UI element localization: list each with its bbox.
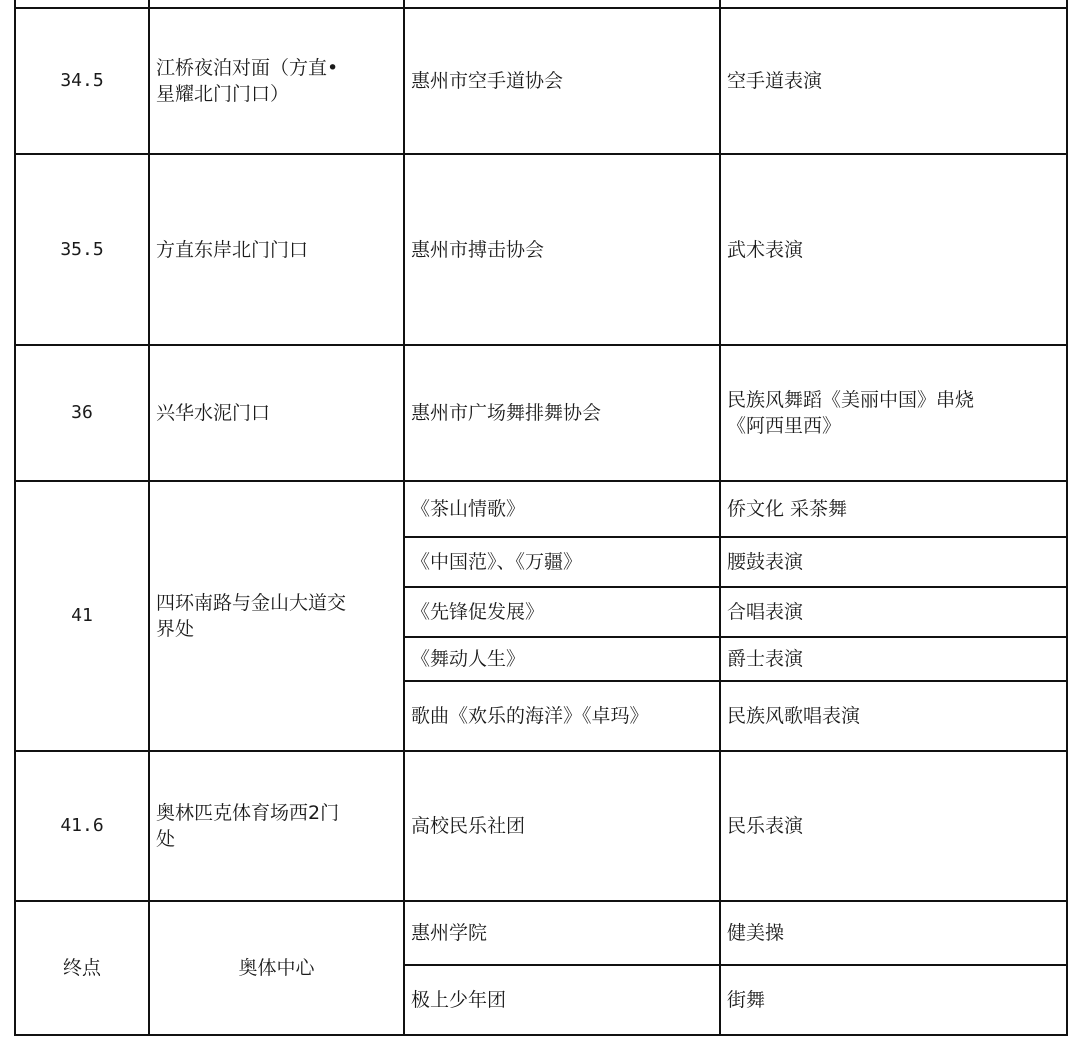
organization-cell: 惠州市空手道协会	[404, 8, 720, 154]
organization-cell: 惠州市搏击协会	[404, 154, 720, 345]
organization-cell: 歌曲《欢乐的海洋》《卓玛》	[404, 681, 720, 751]
program-cell: 健美操	[720, 901, 1067, 965]
location-cell: 奥林匹克体育场西2门处	[149, 751, 404, 901]
organization-cell: 极上少年团	[404, 965, 720, 1035]
table-row	[15, 8, 1067, 154]
program-cell: 空手道表演	[720, 8, 1067, 154]
location-cell: 四环南路与金山大道交界处	[149, 481, 404, 751]
organization-cell: 《先锋促发展》	[404, 587, 720, 637]
km-cell: 36	[15, 345, 149, 481]
program-cell: 腰鼓表演	[720, 537, 1067, 587]
table-row	[15, 345, 1067, 481]
location-cell: 兴华水泥门口	[149, 345, 404, 481]
organization-cell: 《中国范》、《万疆》	[404, 537, 720, 587]
program-cell: 民族风歌唱表演	[720, 681, 1067, 751]
organization-cell: 高校民乐社团	[404, 751, 720, 901]
table-cell	[15, 0, 149, 8]
table-row	[15, 154, 1067, 345]
km-cell: 41.6	[15, 751, 149, 901]
km-cell: 35.5	[15, 154, 149, 345]
location-cell: 方直东岸北门门口	[149, 154, 404, 345]
table-row	[15, 751, 1067, 901]
table-cell	[404, 0, 720, 8]
table-cell	[149, 0, 404, 8]
location-cell: 江桥夜泊对面（方直•星耀北门门口）	[149, 8, 404, 154]
program-cell: 街舞	[720, 965, 1067, 1035]
organization-cell: 惠州学院	[404, 901, 720, 965]
table-row	[15, 481, 1067, 537]
event-schedule-table	[14, 0, 1068, 1036]
program-cell: 民乐表演	[720, 751, 1067, 901]
km-cell: 41	[15, 481, 149, 751]
program-cell: 爵士表演	[720, 637, 1067, 681]
km-cell: 终点	[15, 901, 149, 1035]
program-cell: 民族风舞蹈《美丽中国》串烧《阿西里西》	[720, 345, 1067, 481]
program-cell: 合唱表演	[720, 587, 1067, 637]
organization-cell: 《舞动人生》	[404, 637, 720, 681]
organization-cell: 惠州市广场舞排舞协会	[404, 345, 720, 481]
program-cell: 武术表演	[720, 154, 1067, 345]
location-cell: 奥体中心	[149, 901, 404, 1035]
organization-cell: 《茶山情歌》	[404, 481, 720, 537]
km-cell: 34.5	[15, 8, 149, 154]
table-cell	[720, 0, 1067, 8]
table-row	[15, 901, 1067, 965]
table-row-cutoff	[15, 0, 1067, 8]
program-cell: 侨文化 采茶舞	[720, 481, 1067, 537]
